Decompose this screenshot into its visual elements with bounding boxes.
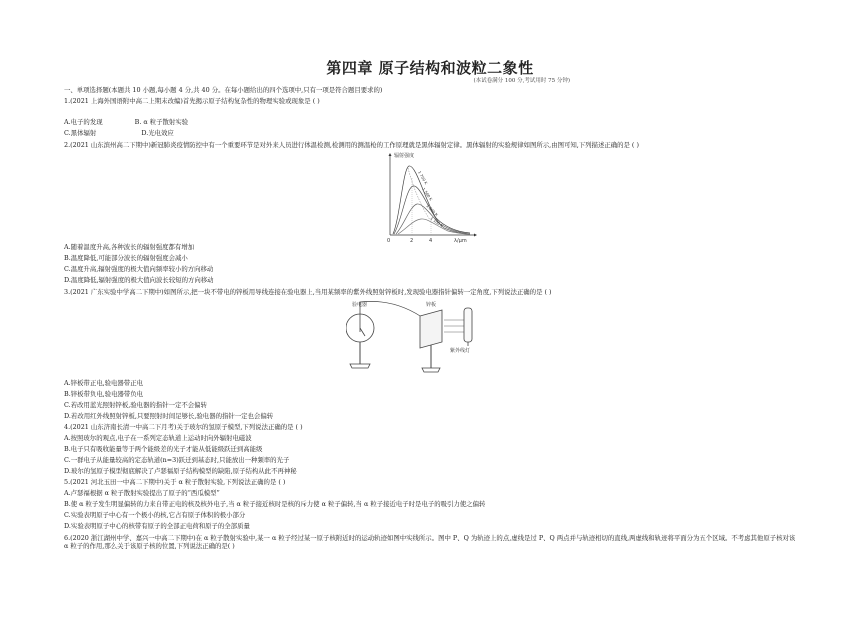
question-2-option-b: B.温度降低,可能部分波长的辐射强度会减小 bbox=[64, 254, 188, 262]
question-2-option-c: C.温度升高,辐射强度的极大值向频率较小的方向移动 bbox=[64, 265, 214, 273]
question-3-stem: 3.(2021 广东实验中学高二下期中)如图所示,把一块不带电的锌板用导线连接在验电器上,当用某频率的紫外线照射锌板时,发现验电器指针偏转一定角度,下列说法正确的是 ( ) bbox=[64, 288, 552, 296]
tick-4: 4 bbox=[429, 238, 433, 244]
question-5-option-c: C.实验表明原子中心有一个极小的核,它占有原子体积的极小部分 bbox=[64, 511, 246, 519]
blackbody-radiation-figure bbox=[378, 148, 478, 244]
question-3-option-a: A.锌板带正电,验电器带正电 bbox=[64, 379, 143, 387]
question-4-option-c: C.一群电子从能量较高的定态轨道(n=3)跃迁到基态时,只能放出一种频率的光子 bbox=[64, 456, 290, 464]
x-axis-label: λ/μm bbox=[454, 238, 467, 244]
question-4-option-a: A.按照玻尔的观点,电子在一系列定态轨道上运动时向外辐射电磁波 bbox=[64, 434, 252, 442]
tick-2: 2 bbox=[410, 238, 414, 244]
question-4-option-b: B.电子只有吸收能量等于两个能级差的光子才能从低能级跃迁到高能级 bbox=[64, 445, 263, 453]
label-1500K: 1 500 K bbox=[421, 186, 434, 202]
label-1100K: 1 100 K bbox=[429, 215, 445, 229]
question-5-option-a: A.卢瑟福根据 α 粒子散射实验提出了原子的“西瓜模型” bbox=[64, 489, 220, 497]
question-1-options-row-2 bbox=[64, 129, 174, 137]
option-b: B. α 粒子散射实验 bbox=[134, 118, 189, 126]
question-2-option-a: A.随着温度升高,各种波长的辐射强度都有增加 bbox=[64, 243, 195, 251]
question-5-option-d: D.实验表明原子中心的核带有原子的全部正电荷和原子的全部质量 bbox=[64, 522, 250, 530]
question-1-options-row-1 bbox=[64, 118, 188, 126]
option-a: A.电子的发现 bbox=[64, 118, 103, 126]
question-3-option-b: B.锌板带负电,验电器带负电 bbox=[64, 390, 144, 398]
chapter-title: 第四章 原子结构和波粒二象性 bbox=[326, 59, 534, 77]
uv-lamp-label: 紫外线灯 bbox=[450, 348, 471, 354]
zinc-plate-label: 锌板 bbox=[426, 302, 437, 308]
question-5-option-b: B.使 α 粒子发生明显偏转的力来自带正电的核及核外电子,当 α 粒子接近核时是核的斥力使 α 粒子偏转,当 α 粒子接近电子时是电子的吸引力使之偏转 bbox=[64, 500, 486, 508]
y-axis-label: 辐射强度 bbox=[394, 153, 415, 159]
option-c: C.黑体辐射 bbox=[64, 129, 97, 137]
label-1700K: 1 700 K bbox=[417, 170, 429, 186]
photoelectric-apparatus-figure bbox=[346, 298, 496, 376]
tick-0: 0 bbox=[387, 238, 391, 244]
question-3-option-c: C.若改用蓝光照射锌板,验电器的指针一定不会偏转 bbox=[64, 401, 207, 409]
question-4-option-d: D.玻尔的氢原子模型彻底解决了卢瑟福原子结构模型的缺陷,原子结构从此不再神秘 bbox=[64, 467, 297, 475]
question-6-stem: 6.(2020 浙江湖州中学、嘉兴一中高二下期中)在 α 粒子散射实验中,某一 α 粒子经过某一原子核附近时的运动轨迹如图中实线所示。图中 P、Q 为轨迹上的点,虚线是过 P、Q 两点并与轨迹相切的直线,两虚线和轨迹将平面分为五个区域。不考虑其他原子核对该 α 粒子的作用,那么关于该原子核的位置,下列说法正确的是( ) bbox=[64, 534, 796, 550]
question-1-stem: 1.(2021 上海外国语附中高二上期末改编)首先揭示原子结构复杂性的物理实验或现象是 ( ) bbox=[64, 97, 320, 105]
question-3-option-d: D.若改用红外线照射锌板,只要照射时间足够长,验电器的指针一定也会偏转 bbox=[64, 412, 274, 420]
question-2-stem: 2.(2021 山东滨州高二下期中)新冠肺炎疫情防控中有一个重要环节是对外来人员进行体温检测,检测用的测温枪的工作原理就是黑体辐射定律。黑体辐射的实验规律如图所示,由图可知,下列描述正确的是 ( ) bbox=[64, 141, 639, 149]
question-2-option-d: D.温度降低,辐射强度的极大值向波长较短的方向移动 bbox=[64, 276, 214, 284]
label-1300K: 1 300 K bbox=[425, 203, 440, 218]
question-4-stem: 4.(2021 山东济南长清一中高二下月考)关于玻尔的氢原子模型,下列说法正确的是 ( ) bbox=[64, 423, 303, 431]
option-d: D.光电效应 bbox=[141, 129, 174, 137]
section-heading: 一、单项选择题(本题共 10 小题,每小题 4 分,共 40 分。在每小题给出的四个选项中,只有一项是符合题目要求的) bbox=[64, 86, 383, 94]
electroscope-label: 验电器 bbox=[352, 302, 368, 308]
exam-note: (本试卷满分 100 分,考试用时 75 分钟) bbox=[473, 78, 570, 84]
question-5-stem: 5.(2021 河北玉田一中高二下期中)关于 α 粒子散射实验,下列说法正确的是 ( ) bbox=[64, 478, 286, 486]
